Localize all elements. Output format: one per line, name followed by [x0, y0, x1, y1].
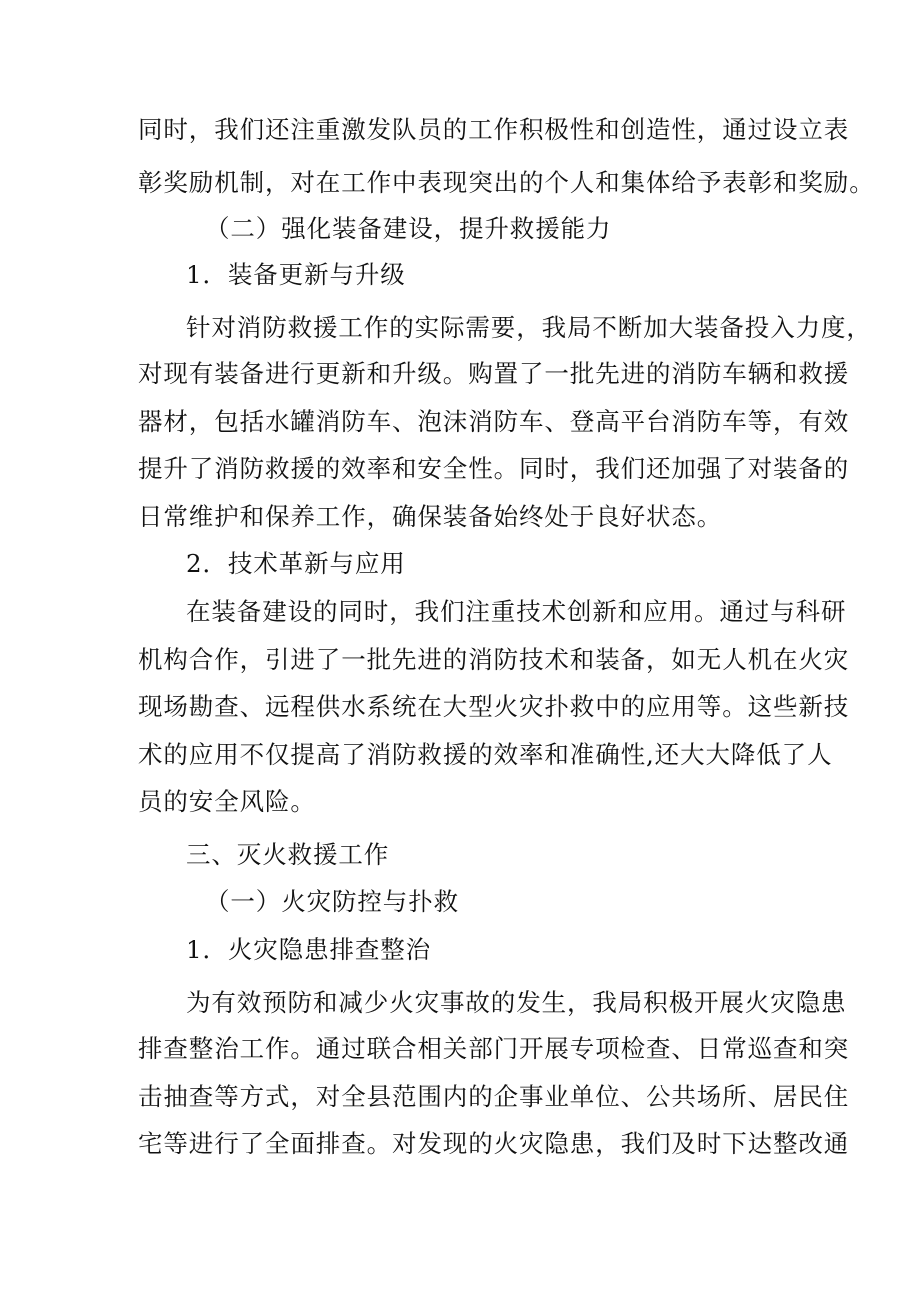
body-text-line: 提升了消防救援的效率和安全性。同时，我们还加强了对装备的: [138, 454, 850, 483]
body-text-line: 现场勘查、远程供水系统在大型火灾扑救中的应用等。这些新技: [138, 692, 850, 721]
body-text-line: 日常维护和保养工作，确保装备始终处于良好状态。: [138, 502, 723, 531]
body-text-line: 术的应用不仅提高了消防救援的效率和准确性,还大大降低了人: [138, 740, 833, 769]
section-heading: （二）强化装备建设，提升救援能力: [205, 214, 612, 243]
body-text-line: 机构合作，引进了一批先进的消防技术和装备，如无人机在火灾: [138, 645, 850, 674]
body-text-line: 为有效预防和减少火灾事故的发生，我局积极开展火灾隐患: [186, 988, 847, 1017]
body-text-line: 员的安全风险。: [138, 787, 316, 816]
section-heading: （一）火灾防控与扑救: [205, 887, 459, 916]
body-text-line: 在装备建设的同时，我们注重技术创新和应用。通过与科研: [186, 597, 847, 626]
chapter-heading: 三、灭火救援工作: [186, 840, 390, 869]
subsection-heading: 1．火灾隐患排查整治: [186, 935, 432, 964]
body-text-line: 针对消防救援工作的实际需要，我局不断加大装备投入力度，: [186, 313, 872, 342]
body-text-line: 彰奖励机制，对在工作中表现突出的个人和集体给予表彰和奖励。: [138, 168, 875, 197]
body-text-line: 排查整治工作。通过联合相关部门开展专项检查、日常巡查和突: [138, 1034, 850, 1063]
body-text-line: 同时，我们还注重激发队员的工作积极性和创造性，通过设立表: [138, 115, 850, 144]
body-text-line: 对现有装备进行更新和升级。购置了一批先进的消防车辆和救援: [138, 359, 850, 388]
subsection-heading: 2．技术革新与应用: [186, 549, 406, 578]
subsection-heading: 1．装备更新与升级: [186, 260, 406, 289]
body-text-line: 击抽查等方式，对全县范围内的企事业单位、公共场所、居民住: [138, 1082, 850, 1111]
body-text-line: 宅等进行了全面排查。对发现的火灾隐患，我们及时下达整改通: [138, 1129, 850, 1158]
body-text-line: 器材，包括水罐消防车、泡沫消防车、登高平台消防车等，有效: [138, 407, 850, 436]
